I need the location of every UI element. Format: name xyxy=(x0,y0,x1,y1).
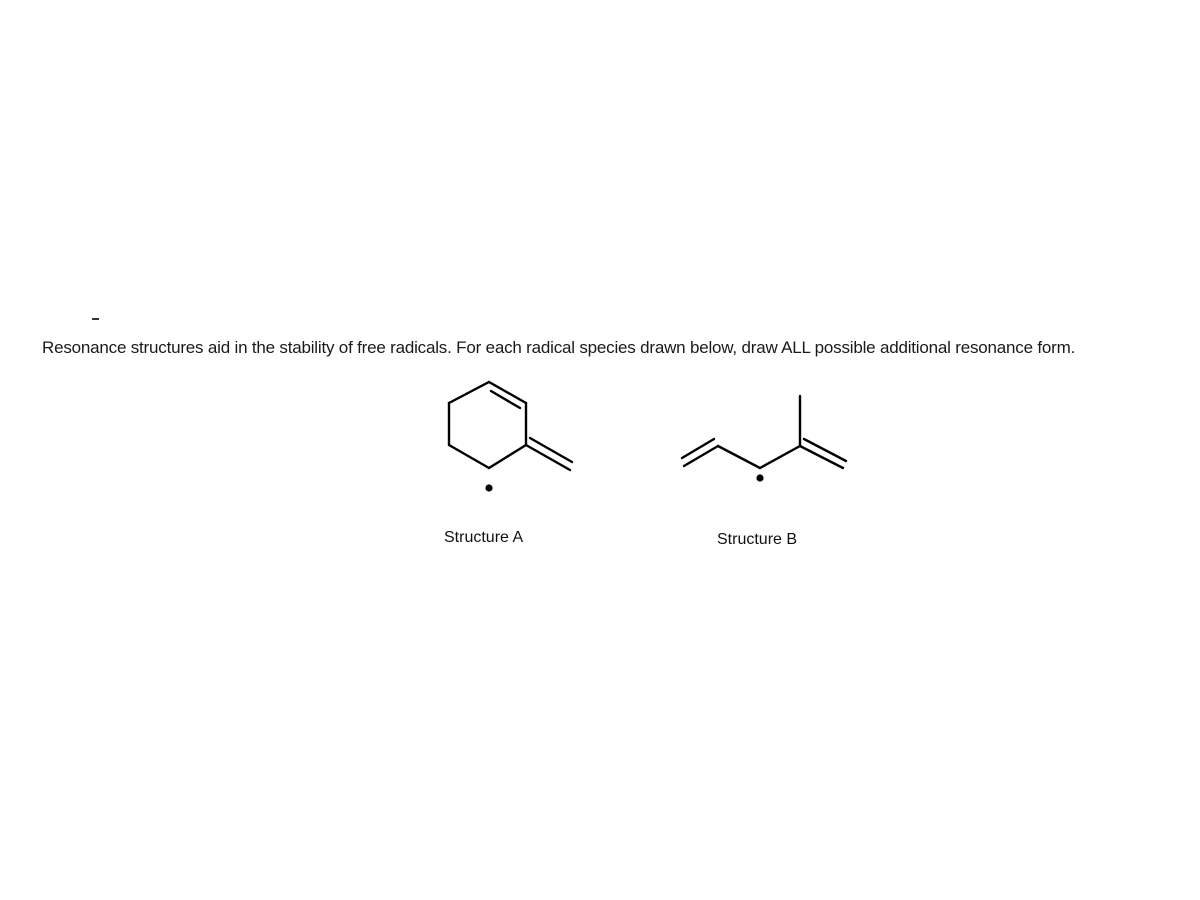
bond xyxy=(760,446,800,468)
bond xyxy=(449,445,489,468)
structure-a-molecule xyxy=(430,372,590,502)
structure-b-caption: Structure B xyxy=(717,531,798,548)
bond xyxy=(489,445,526,468)
double-bond-second xyxy=(682,439,714,458)
structure-b-molecule xyxy=(670,388,860,488)
question-instruction: Resonance structures aid in the stability of free radicals. For each radical species drawn below, draw ALL possible additional resonance form. xyxy=(42,338,1076,357)
radical-dot xyxy=(485,484,492,491)
stray-dash-mark xyxy=(92,318,99,320)
double-bond-inner xyxy=(491,391,520,408)
structure-a-caption: Structure A xyxy=(444,529,524,546)
bond xyxy=(684,446,718,466)
radical-dot xyxy=(756,474,763,481)
bond xyxy=(718,446,760,468)
bond xyxy=(449,382,489,403)
